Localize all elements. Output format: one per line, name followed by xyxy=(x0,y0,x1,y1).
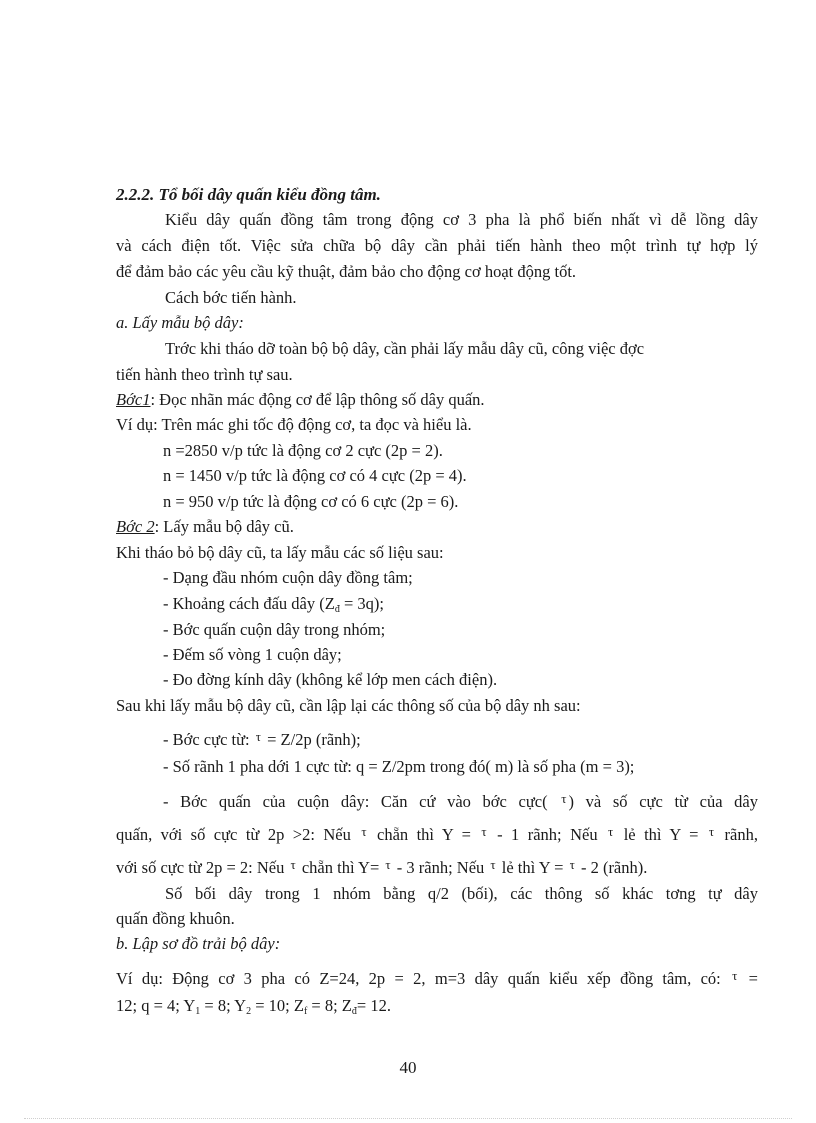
tau-symbol: τ xyxy=(290,857,296,872)
step2-line xyxy=(116,517,758,537)
example2-l2-c: = 10; Z xyxy=(251,996,304,1015)
param-winding-pitch-line-3 xyxy=(116,855,758,878)
y2-subscript: 2 xyxy=(246,1006,252,1017)
subheading-b: b. Lập sơ đồ trải bộ dây: xyxy=(116,934,281,953)
intro-line-3: để đảm bảo các yêu cầu kỹ thuật, đảm bảo cho động cơ hoạt động tốt. xyxy=(116,262,577,281)
tau-symbol: τ xyxy=(255,729,261,744)
tau-symbol: τ xyxy=(608,824,614,839)
step2-item-2 xyxy=(163,594,805,620)
param-winding-pitch-line-2 xyxy=(116,822,758,845)
example2-l2-b: = 8; Y xyxy=(200,996,247,1015)
tau-symbol: τ xyxy=(708,824,715,839)
step1-text: : Đọc nhãn mác động cơ để lập thông số dây quấn. xyxy=(150,390,485,409)
intro-line-2: và cách điện tốt. Việc sửa chữa bộ dây cần phải tiến hành theo một trình tự hợp lý xyxy=(116,236,758,255)
speed-line-1: n =2850 v/p tức là động cơ 2 cực (2p = 2). xyxy=(163,441,443,460)
tau-symbol: τ xyxy=(361,824,367,839)
param-slots-per-phase: - Số rãnh 1 pha dới 1 cực từ: q = Z/2pm trong đó( m) là số pha (m = 3); xyxy=(163,757,635,776)
zd-subscript: đ xyxy=(334,604,340,615)
param3-l2-c: - 1 rãnh; Nếu xyxy=(488,825,607,844)
tau-symbol: τ xyxy=(481,824,487,839)
param3-l2-a: quấn, với số cực từ 2p >2: Nếu xyxy=(116,825,360,844)
param3-l2-e: rãnh, xyxy=(716,825,758,844)
param-pole-pitch xyxy=(163,727,805,750)
param-winding-pitch-line-1 xyxy=(163,789,758,812)
param3-l2-d: lẻ thì Y = xyxy=(615,825,707,844)
tau-symbol: τ xyxy=(569,857,575,872)
tau-symbol: τ xyxy=(732,968,738,983)
param3-l3-a: với số cực từ 2p = 2: Nếu xyxy=(116,858,289,877)
param1-text-b: = Z/2p (rãnh); xyxy=(262,730,361,749)
after-intro: Sau khi lấy mẫu bộ dây cũ, cần lập lại các thông số của bộ dây nh sau: xyxy=(116,696,581,715)
step2-intro: Khi tháo bỏ bộ dây cũ, ta lấy mẫu các số liệu sau: xyxy=(116,543,444,562)
tau-symbol: τ xyxy=(490,857,496,872)
param3-text-b: ) và số cực từ của dây xyxy=(568,792,759,811)
param3-text-a: - Bớc quấn của cuộn dây: Căn cứ vào bớc cực( xyxy=(163,792,560,811)
a-paragraph-line-1: Trớc khi tháo dỡ toàn bộ bộ dây, cần phải lấy mẫu dây cũ, công việc đợc xyxy=(165,339,645,358)
example2-l2-a: 12; q = 4; Y xyxy=(116,996,196,1015)
example2-l2-d: = 8; Z xyxy=(307,996,352,1015)
step2-item-4: - Đếm số vòng 1 cuộn dây; xyxy=(163,645,342,664)
param3-l3-b: chẵn thì Y= xyxy=(297,858,384,877)
step1-line xyxy=(116,390,758,410)
example2-l2-e: = 12. xyxy=(356,996,391,1015)
step1-label: Bớc1 xyxy=(116,390,151,409)
speed-line-3: n = 950 v/p tức là động cơ có 6 cực (2p = 6). xyxy=(163,492,459,511)
intro-line-4: Cách bớc tiến hành. xyxy=(165,288,297,307)
page-number: 40 xyxy=(399,1058,417,1077)
a-paragraph-line-2: tiến hành theo trình tự sau. xyxy=(116,365,293,384)
bundle-line-2: quấn đồng khuôn. xyxy=(116,909,235,928)
tau-symbol: τ xyxy=(385,857,391,872)
bundle-line-1: Số bối dây trong 1 nhóm bằng q/2 (bối), các thông số khác tơng tự dây xyxy=(165,884,758,903)
step2-text: : Lấy mẫu bộ dây cũ. xyxy=(154,517,294,536)
example1-line: Ví dụ: Trên mác ghi tốc độ động cơ, ta đọc và hiểu là. xyxy=(116,415,472,434)
example2-text-b: = xyxy=(739,969,758,988)
param3-l3-d: lẻ thì Y = xyxy=(497,858,568,877)
example2-line-2 xyxy=(116,996,758,1022)
step2-label: Bớc 2 xyxy=(116,517,155,536)
step2-item-3: - Bớc quấn cuộn dây trong nhóm; xyxy=(163,620,386,639)
param3-l3-c: - 3 rãnh; Nếu xyxy=(392,858,489,877)
speed-line-2: n = 1450 v/p tức là động cơ có 4 cực (2p = 4). xyxy=(163,466,467,485)
param1-text-a: - Bớc cực từ: xyxy=(163,730,254,749)
zf-subscript: f xyxy=(303,1006,308,1017)
param3-l3-e: - 2 (rãnh). xyxy=(576,858,648,877)
tau-symbol: τ xyxy=(561,791,567,806)
zd-subscript: đ xyxy=(351,1006,357,1017)
intro-line-1: Kiểu dây quấn đồng tâm trong động cơ 3 pha là phổ biến nhất vì dễ lồng dây xyxy=(165,210,758,229)
section-heading: 2.2.2. Tổ bối dây quấn kiểu đồng tâm. xyxy=(116,185,381,204)
step2-item-1: - Dạng đầu nhóm cuộn dây đồng tâm; xyxy=(163,568,413,587)
example2-line-1 xyxy=(116,966,758,989)
step2-item-2-text: - Khoảng cách đấu dây (Z xyxy=(163,594,335,613)
step2-item-2-tail: = 3q); xyxy=(339,594,384,613)
subheading-a: a. Lấy mẫu bộ dây: xyxy=(116,313,244,332)
y1-subscript: 1 xyxy=(195,1006,201,1017)
footer-divider xyxy=(24,1118,792,1119)
step2-item-5: - Đo đờng kính dây (không kể lớp men cách điện). xyxy=(163,670,498,689)
example2-text-a: Ví dụ: Động cơ 3 pha có Z=24, 2p = 2, m=3 dây quấn kiểu xếp đồng tâm, có: xyxy=(116,969,731,988)
param3-l2-b: chẵn thì Y = xyxy=(368,825,480,844)
